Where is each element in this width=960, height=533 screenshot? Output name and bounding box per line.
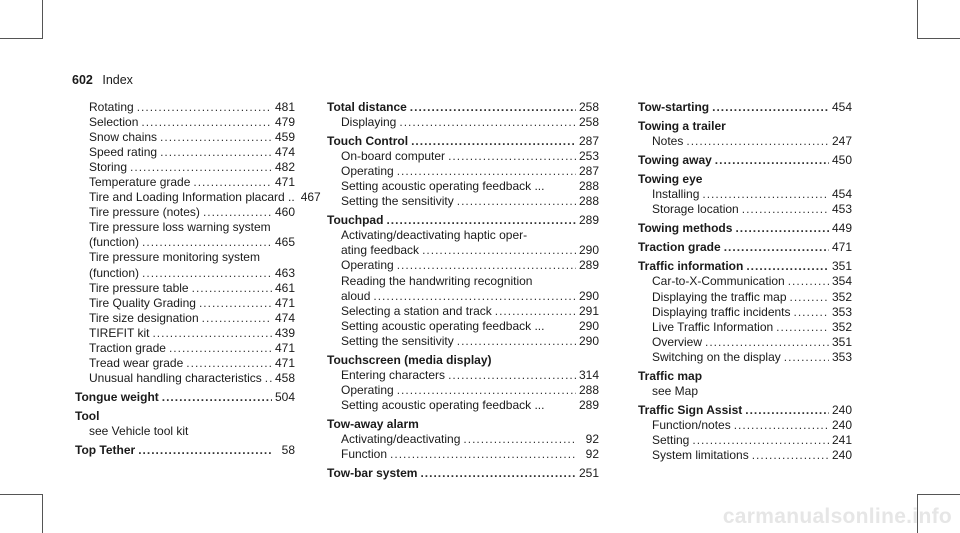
index-subentry [75, 115, 295, 130]
index-subentry [327, 432, 599, 447]
entry-label: Towing a trailer [638, 119, 726, 134]
page-ref: 287 [578, 164, 599, 179]
index-subentry [327, 334, 599, 349]
dot-leader [712, 100, 829, 115]
index-subentry [327, 115, 599, 130]
entry-label: Function/notes [652, 417, 731, 432]
index-subentry [75, 160, 295, 175]
index-subentry [327, 274, 599, 289]
page-ref: 354 [831, 274, 852, 289]
entry-label: Speed rating [89, 145, 158, 160]
entry-label: Tongue weight [75, 389, 159, 404]
dot-leader [746, 259, 829, 274]
page-ref: 289 [578, 213, 599, 228]
page-ref: 251 [578, 466, 599, 481]
index-subentry [327, 228, 599, 243]
page-ref: 247 [831, 134, 852, 149]
page-ref: 241 [831, 432, 852, 447]
index-heading [638, 259, 852, 274]
page-ref: 290 [578, 333, 599, 348]
dot-leader [463, 432, 576, 447]
entry-label: Temperature grade [89, 175, 191, 190]
index-heading [327, 213, 599, 228]
index-subentry [327, 179, 599, 194]
index-heading [327, 134, 599, 149]
entry-label: Touchscreen (media display) [327, 352, 492, 367]
dot-leader [420, 466, 576, 481]
entry-label: Setting acoustic operating feedback ... [341, 318, 545, 333]
watermark: carmanualsonline.info [722, 505, 952, 528]
dot-leader [160, 130, 272, 145]
dot-leader [202, 311, 272, 326]
entry-label: Tool [75, 408, 100, 423]
entry-label: Selection [89, 115, 139, 130]
page-ref: 288 [578, 194, 599, 209]
index-subentry [327, 319, 599, 334]
entry-label: (function) [89, 235, 140, 250]
page-ref: 240 [831, 402, 852, 417]
page-ref: 460 [274, 205, 295, 220]
index-subentry [75, 190, 321, 205]
entry-label: Activating/deactivating haptic oper- [341, 228, 528, 243]
index-subentry [75, 281, 295, 296]
entry-label: aloud [341, 288, 371, 303]
index-subentry [327, 447, 599, 462]
entry-label: Snow chains [89, 130, 158, 145]
page-ref: 471 [831, 240, 852, 255]
dot-leader [373, 289, 576, 304]
index-subentry [75, 296, 295, 311]
dot-leader [152, 326, 272, 341]
page-ref: 454 [831, 100, 852, 114]
index-subentry [638, 448, 852, 463]
entry-label: Tire Quality Grading [89, 295, 196, 310]
index-subentry [75, 250, 295, 265]
index-subentry [327, 243, 599, 258]
page-ref: 459 [274, 130, 295, 145]
dot-leader [390, 447, 576, 462]
dot-leader [788, 274, 829, 289]
entry-label: Reading the handwriting recognition [341, 273, 533, 288]
dot-leader [130, 160, 272, 175]
index-heading [75, 390, 295, 405]
index-column-1 [75, 100, 321, 458]
page-ref: 471 [274, 295, 295, 310]
dot-leader [692, 433, 829, 448]
entry-label: Traction grade [89, 340, 166, 355]
index-subentry [75, 341, 295, 356]
page-ref: 92 [585, 447, 599, 462]
entry-label: Selecting a station and track [341, 303, 492, 318]
entry-label: Tow-starting [638, 100, 710, 114]
crop-mark [42, 494, 43, 533]
dot-leader [203, 205, 272, 220]
page-number: 602 [72, 73, 93, 87]
entry-label: Touchpad [327, 213, 384, 228]
crop-mark [917, 38, 960, 39]
entry-label: Storing [89, 160, 128, 175]
page-ref: 449 [831, 221, 852, 236]
crop-mark [0, 38, 43, 39]
entry-label: Function [341, 447, 388, 462]
dot-leader [397, 383, 576, 398]
index-heading [638, 221, 852, 236]
index-subentry [75, 356, 295, 371]
entry-label: Towing eye [638, 172, 703, 187]
entry-label: Tire and Loading Information placard .. [89, 190, 295, 205]
dot-leader [457, 334, 576, 349]
index-heading [638, 119, 852, 134]
index-subentry [327, 398, 599, 413]
dot-leader [397, 258, 576, 273]
dot-leader [141, 115, 272, 130]
entry-label: Towing methods [638, 221, 733, 236]
entry-label: see Map [652, 383, 699, 398]
index-subentry [75, 145, 295, 160]
entry-label: Displaying traffic incidents [652, 304, 791, 319]
page-ref: 290 [578, 243, 599, 258]
crop-mark [917, 0, 918, 39]
dot-leader [137, 100, 272, 115]
entry-label: Setting [652, 432, 690, 447]
index-subentry [327, 258, 599, 273]
dot-leader [448, 368, 576, 383]
page-ref: 290 [578, 288, 599, 303]
index-heading [638, 172, 852, 187]
entry-label: Tire pressure monitoring system [89, 250, 260, 265]
index-subentry [75, 371, 295, 386]
dot-leader [724, 240, 829, 255]
entry-label: Unusual handling characteristics [89, 370, 262, 385]
page-ref: 471 [274, 355, 295, 370]
dot-leader [422, 243, 576, 258]
dot-leader [410, 100, 576, 115]
page-ref: 479 [274, 115, 295, 130]
entry-label: Tow-away alarm [327, 416, 419, 431]
index-heading [638, 403, 852, 418]
index-heading [638, 240, 852, 255]
page-ref: 289 [578, 258, 599, 273]
index-subentry [638, 274, 852, 289]
entry-label: Traffic map [638, 368, 703, 383]
entry-label: Traffic information [638, 259, 744, 274]
entry-label: On-board computer [341, 149, 446, 164]
index-subentry [638, 350, 852, 365]
index-subentry [75, 424, 295, 439]
page-header [72, 73, 133, 87]
entry-label: Live Traffic Information [652, 319, 774, 334]
dot-leader [448, 149, 576, 164]
dot-leader [790, 290, 829, 305]
index-heading [327, 466, 599, 481]
index-subentry [75, 175, 295, 190]
crop-mark [917, 494, 960, 495]
index-subentry [327, 304, 599, 319]
index-heading [327, 353, 599, 368]
page-ref: 474 [274, 145, 295, 160]
page-ref: 471 [274, 340, 295, 355]
entry-label: Traffic Sign Assist [638, 402, 743, 417]
index-subentry [638, 187, 852, 202]
entry-label: Tread wear grade [89, 355, 184, 370]
index-subentry [638, 335, 852, 350]
page-ref: 481 [274, 100, 295, 114]
entry-label: Switching on the display [652, 349, 781, 364]
index-subentry [327, 383, 599, 398]
page-ref: 463 [274, 265, 295, 280]
index-subentry [638, 305, 852, 320]
entry-label: System limitations [652, 447, 749, 462]
entry-label: ating feedback [341, 243, 420, 258]
entry-label: Installing [652, 187, 700, 202]
dot-leader [794, 305, 829, 320]
page-ref: 453 [831, 202, 852, 217]
index-subentry [327, 368, 599, 383]
page-ref: 458 [274, 370, 295, 385]
page-ref: 461 [274, 280, 295, 295]
entry-label: Rotating [89, 100, 134, 114]
entry-label: Activating/deactivating [341, 431, 461, 446]
index-subentry [75, 130, 295, 145]
dot-leader [142, 235, 272, 250]
dot-leader [784, 350, 829, 365]
index-subentry [638, 290, 852, 305]
index-subentry [75, 220, 295, 235]
dot-leader [734, 418, 829, 433]
entry-label: Traction grade [638, 240, 721, 255]
dot-leader [160, 145, 272, 160]
entry-label: Top Tether [75, 443, 136, 458]
page-ref: 258 [578, 115, 599, 130]
index-column-2 [327, 100, 599, 481]
page-ref: 351 [831, 259, 852, 274]
page-ref: 288 [578, 179, 599, 194]
dot-leader [745, 403, 829, 418]
page-ref: 314 [578, 367, 599, 382]
page-ref: 474 [274, 310, 295, 325]
entry-label: Operating [341, 164, 394, 179]
page-ref: 92 [585, 431, 599, 446]
entry-label: Notes [652, 134, 684, 149]
page-ref: 352 [831, 289, 852, 304]
page-ref: 454 [831, 187, 852, 202]
dot-leader [735, 221, 829, 236]
index-subentry [75, 100, 295, 115]
entry-label: see Vehicle tool kit [89, 423, 189, 438]
index-subentry [75, 235, 295, 250]
dot-leader [162, 390, 272, 405]
page-ref: 352 [831, 319, 852, 334]
entry-label: Setting acoustic operating feedback ... [341, 179, 545, 194]
entry-label: Towing away [638, 153, 712, 168]
entry-label: Tire pressure loss warning system [89, 220, 271, 235]
entry-label: Touch Control [327, 134, 409, 149]
dot-leader [457, 194, 576, 209]
page-ref: 351 [831, 334, 852, 349]
entry-label: (function) [89, 265, 140, 280]
dot-leader [705, 335, 829, 350]
page-ref: 289 [578, 397, 599, 412]
dot-leader [397, 164, 576, 179]
index-subentry [327, 149, 599, 164]
dot-leader [411, 134, 576, 149]
entry-label: Total distance [327, 100, 407, 114]
entry-label: Entering characters [341, 367, 446, 382]
entry-label: Setting the sensitivity [341, 194, 454, 209]
page-ref: 482 [274, 160, 295, 175]
dot-leader [742, 202, 829, 217]
dot-leader [715, 153, 829, 168]
page-ref: 353 [831, 304, 852, 319]
page-ref: 291 [578, 303, 599, 318]
entry-label: Tire pressure (notes) [89, 205, 200, 220]
entry-label: Car-to-X-Communication [652, 274, 785, 289]
dot-leader [138, 443, 272, 458]
entry-label: Displaying the traffic map [652, 289, 787, 304]
page-ref: 465 [274, 235, 295, 250]
index-subentry [75, 205, 295, 220]
entry-label: Overview [652, 334, 703, 349]
entry-label: Setting acoustic operating feedback ... [341, 397, 545, 412]
index-heading [638, 369, 852, 384]
page-ref: 450 [831, 153, 852, 168]
index-heading [638, 153, 852, 168]
dot-leader [186, 356, 272, 371]
entry-label: Tire pressure table [89, 280, 189, 295]
page-ref: 439 [274, 325, 295, 340]
index-subentry [638, 418, 852, 433]
page-ref: 258 [578, 100, 599, 114]
index-heading [638, 100, 852, 115]
index-subentry [75, 266, 295, 281]
entry-label: Tire size designation [89, 310, 199, 325]
dot-leader [686, 134, 829, 149]
entry-label: Tow-bar system [327, 466, 418, 481]
dot-leader [702, 187, 829, 202]
index-subentry [638, 134, 852, 149]
page-ref: 290 [578, 318, 599, 333]
index-subentry [327, 289, 599, 304]
page-ref: 58 [281, 443, 295, 458]
entry-label: Setting the sensitivity [341, 333, 454, 348]
dot-leader [495, 304, 576, 319]
dot-leader [265, 371, 272, 386]
index-subentry [638, 202, 852, 217]
crop-mark [0, 494, 43, 495]
index-subentry [638, 433, 852, 448]
dot-leader [399, 115, 576, 130]
dot-leader [192, 281, 272, 296]
dot-leader [199, 296, 272, 311]
index-subentry [327, 164, 599, 179]
index-column-3 [638, 100, 852, 463]
index-heading [327, 100, 599, 115]
index-subentry [75, 326, 295, 341]
index-subentry [75, 311, 295, 326]
dot-leader [169, 341, 272, 356]
page-ref: 467 [300, 190, 321, 205]
crop-mark [42, 0, 43, 39]
dot-leader [752, 448, 829, 463]
page-ref: 240 [831, 417, 852, 432]
index-subentry [327, 194, 599, 209]
page-ref: 287 [578, 134, 599, 149]
index-heading [75, 443, 295, 458]
dot-leader [142, 266, 272, 281]
section-title: Index [102, 73, 133, 87]
page-ref: 471 [274, 175, 295, 190]
dot-leader [386, 213, 576, 228]
entry-label: Storage location [652, 202, 739, 217]
entry-label: TIREFIT kit [89, 325, 150, 340]
page-ref: 253 [578, 149, 599, 164]
index-subentry [638, 320, 852, 335]
dot-leader [776, 320, 829, 335]
index-heading [75, 409, 295, 424]
page-ref: 288 [578, 382, 599, 397]
entry-label: Operating [341, 258, 394, 273]
page-ref: 353 [831, 349, 852, 364]
dot-leader [193, 175, 272, 190]
index-heading [327, 417, 599, 432]
entry-label: Operating [341, 382, 394, 397]
entry-label: Displaying [341, 115, 397, 130]
page-ref: 504 [274, 389, 295, 404]
index-subentry [638, 384, 852, 399]
page-ref: 240 [831, 447, 852, 462]
